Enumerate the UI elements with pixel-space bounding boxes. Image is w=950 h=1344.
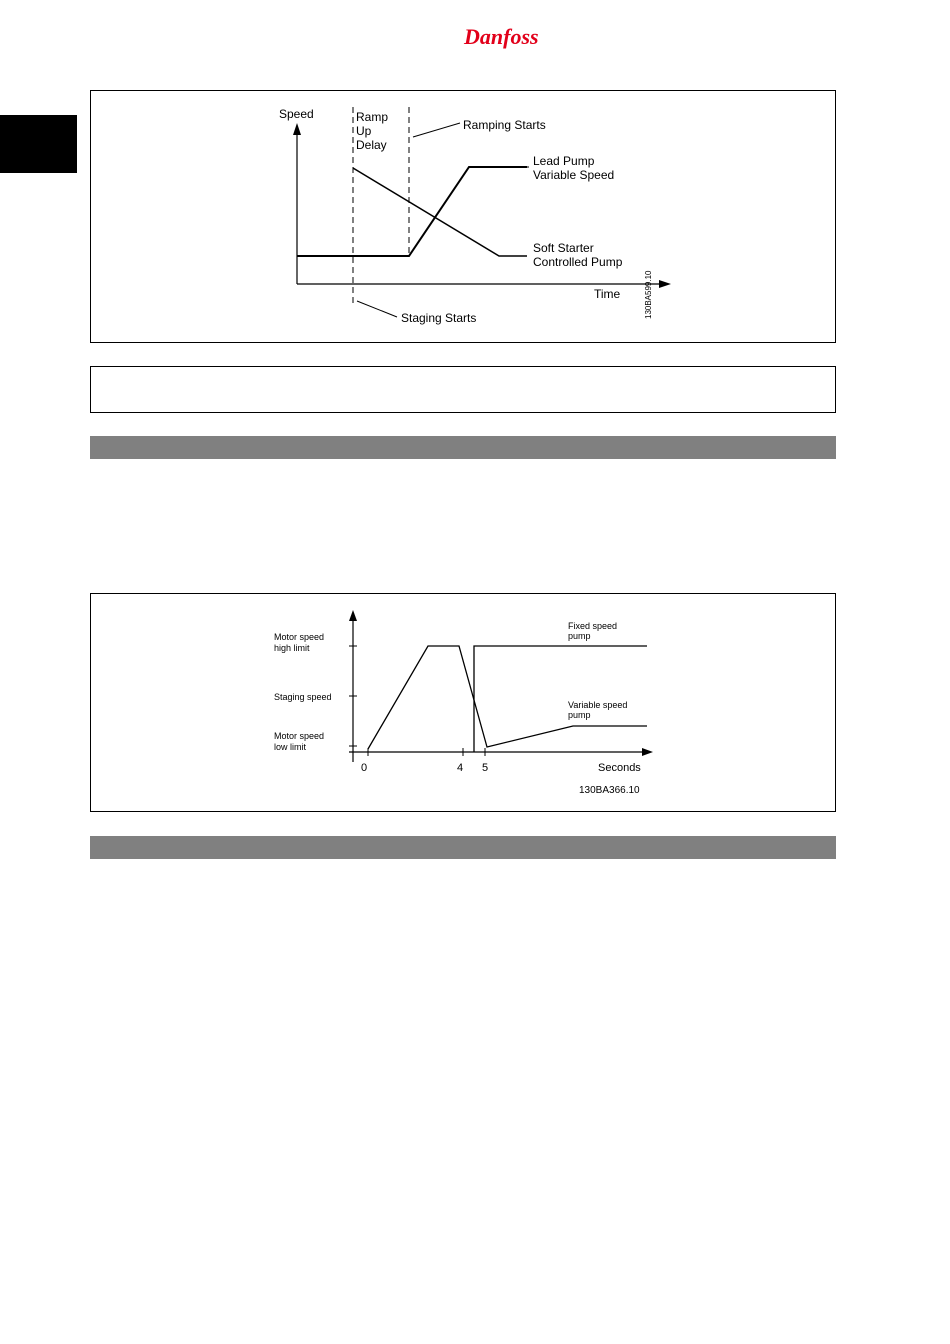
fig2-variable-speed-line1: Variable speed	[568, 700, 628, 710]
logo-text: Danfoss	[464, 24, 539, 49]
fig1-ramping-leader	[413, 123, 460, 137]
fig1-lead-pump-label	[533, 154, 614, 182]
fig1-staging-leader	[357, 301, 397, 317]
fig2-variable-speed-line	[368, 646, 647, 749]
fig1-soft-starter-line	[353, 168, 527, 256]
fig2-low-limit-line2: low limit	[274, 742, 307, 752]
fig2-x-label-4: 4	[457, 762, 464, 774]
fig2-y-arrow	[349, 610, 357, 621]
figure1-diagram	[91, 91, 837, 344]
figure2-panel	[90, 593, 836, 812]
fig2-high-limit-label	[274, 632, 327, 653]
fig1-staging-starts-label: Staging Starts	[401, 311, 477, 325]
fig2-staging-speed-label: Staging speed	[274, 692, 332, 702]
fig2-fixed-speed-line2: pump	[568, 631, 591, 641]
fig2-x-label-5: 5	[482, 762, 489, 774]
fig1-y-axis-label: Speed	[279, 107, 314, 121]
fig1-soft-starter-line1: Soft Starter	[533, 241, 594, 255]
note-box	[90, 366, 836, 413]
fig1-lead-pump-line2: Variable Speed	[533, 168, 615, 182]
fig2-fixed-speed-label	[568, 621, 620, 641]
fig1-y-arrow	[293, 123, 301, 135]
section-header-bar-2	[90, 836, 836, 859]
fig1-ramp-label: Ramp	[356, 110, 389, 124]
fig2-fixed-speed-line	[474, 646, 647, 752]
fig2-low-limit-line1: Motor speed	[274, 731, 325, 741]
chapter-tab-marker	[0, 115, 77, 173]
fig2-high-limit-line1: Motor speed	[274, 632, 325, 642]
fig2-variable-speed-label	[568, 700, 630, 720]
fig2-x-axis-label: Seconds	[598, 762, 641, 774]
fig2-figure-id: 130BA366.10	[579, 785, 640, 796]
fig1-figure-id: 130BA599.10	[644, 270, 653, 319]
figure1-panel	[90, 90, 836, 343]
fig2-high-limit-line2: high limit	[274, 643, 310, 653]
fig1-lead-pump-line1: Lead Pump	[533, 154, 595, 168]
fig1-soft-starter-line2: Controlled Pump	[533, 255, 623, 269]
fig2-low-limit-label	[274, 731, 327, 752]
figure2-diagram	[91, 594, 837, 813]
fig2-fixed-speed-line1: Fixed speed	[568, 621, 618, 631]
fig1-x-arrow	[659, 280, 671, 288]
danfoss-logo	[460, 18, 556, 54]
fig1-lead-pump-line	[297, 167, 527, 256]
fig2-x-label-0: 0	[361, 762, 368, 774]
fig2-variable-speed-line2: pump	[568, 710, 591, 720]
fig1-delay-label: Delay	[356, 138, 387, 152]
fig1-soft-starter-label	[533, 241, 623, 269]
fig1-ramp-up-delay-label	[356, 110, 391, 152]
fig1-x-axis-label: Time	[594, 287, 621, 301]
section-header-bar-1	[90, 436, 836, 459]
fig2-x-arrow	[642, 748, 653, 756]
fig1-ramping-starts-label: Ramping Starts	[463, 118, 546, 132]
fig1-up-label: Up	[356, 124, 372, 138]
